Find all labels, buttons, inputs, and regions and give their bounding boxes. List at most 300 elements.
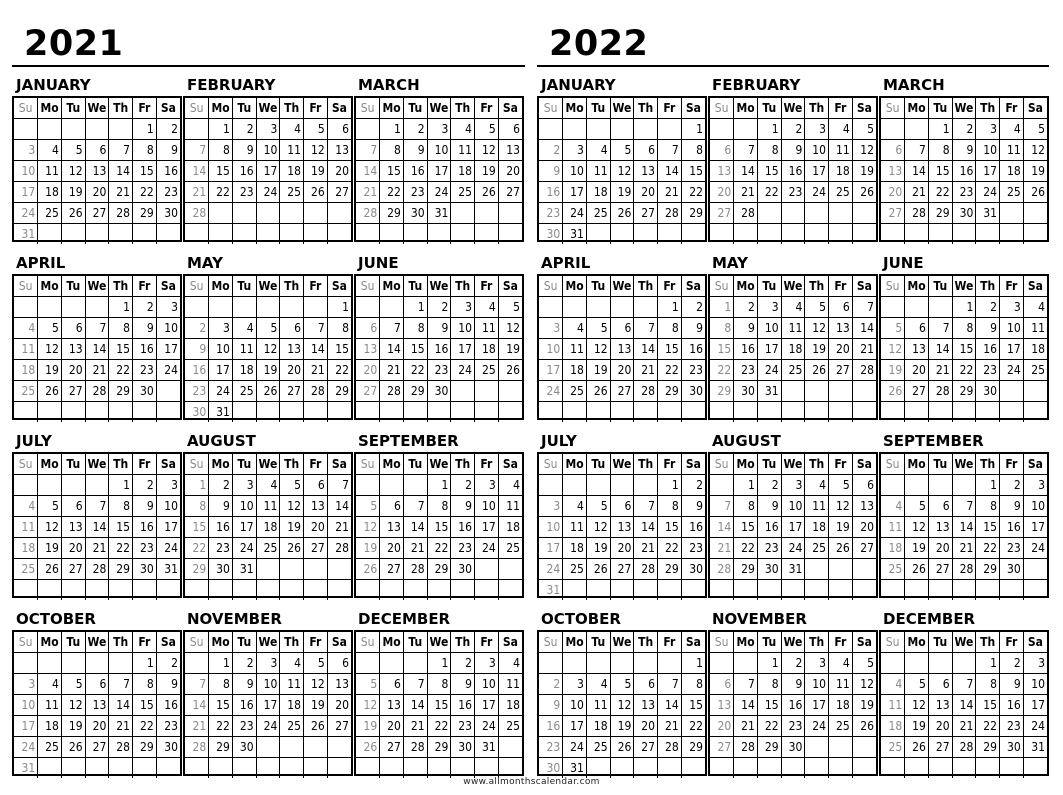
day-cell [280,758,304,779]
day-cell: 13 [710,695,734,716]
day-cell: 4 [586,674,610,695]
day-cell: 20 [881,182,905,203]
day-cell: 13 [380,695,404,716]
day-cell: 13 [327,674,351,695]
weekday-label: Tu [928,454,952,475]
day-cell: 29 [109,559,133,580]
day-cell [928,653,952,674]
day-cell [380,297,404,318]
day-cell: 24 [976,182,1000,203]
day-cell [1000,402,1024,423]
day-cell: 16 [1000,695,1024,716]
day-cell [256,402,280,423]
day-cell: 16 [952,161,976,182]
day-cell: 6 [327,119,351,140]
weekday-label: We [427,276,451,297]
day-cell [805,402,829,423]
day-cell: 13 [85,161,109,182]
day-cell: 20 [85,716,109,737]
weekday-label: Sa [1023,454,1047,475]
weekday-label: Tu [403,454,427,475]
day-cell: 2 [539,674,563,695]
day-cell: 11 [14,339,38,360]
day-cell: 14 [952,695,976,716]
month-grid [12,630,182,776]
day-cell: 4 [805,475,829,496]
weekday-label: Mo [905,98,929,119]
weekday-label: Tu [403,98,427,119]
day-cell: 11 [451,140,475,161]
day-cell: 27 [852,538,876,559]
month-grid [879,96,1049,242]
day-cell: 20 [498,161,522,182]
day-cell: 22 [133,182,157,203]
week-row [185,297,351,318]
day-cell: 28 [634,559,658,580]
day-cell [829,580,853,601]
day-cell: 21 [380,360,404,381]
week-row [539,496,705,517]
day-cell [658,119,682,140]
day-cell [356,653,380,674]
day-cell: 24 [1023,716,1047,737]
day-cell [475,559,499,580]
day-cell: 11 [14,517,38,538]
day-cell: 18 [563,360,587,381]
day-cell: 17 [757,339,781,360]
day-cell: 10 [256,140,280,161]
day-cell: 2 [185,318,209,339]
week-row [881,695,1047,716]
day-cell: 1 [976,653,1000,674]
weekday-label: Su [881,454,905,475]
day-cell: 31 [539,580,563,601]
day-cell [403,402,427,423]
day-cell: 19 [356,716,380,737]
day-cell: 11 [805,496,829,517]
day-cell: 28 [403,737,427,758]
day-cell [109,119,133,140]
day-cell [563,119,587,140]
day-cell [403,580,427,601]
weekday-label: Fr [133,454,157,475]
day-cell: 22 [109,360,133,381]
day-cell: 20 [61,538,85,559]
weekday-label: We [952,98,976,119]
day-cell: 30 [209,559,233,580]
weekday-label: Th [805,454,829,475]
week-row [185,538,351,559]
day-cell: 12 [304,140,328,161]
day-cell [1000,580,1024,601]
weekday-label: Fr [475,454,499,475]
day-cell: 28 [952,737,976,758]
weekday-label: Mo [38,98,62,119]
day-cell: 16 [232,161,256,182]
weekday-label: Sa [681,632,705,653]
day-cell [14,475,38,496]
day-cell: 31 [209,402,233,423]
day-cell [710,119,734,140]
weekday-header-row [539,632,705,653]
day-cell [451,381,475,402]
weekday-label: Su [185,632,209,653]
day-cell: 17 [539,538,563,559]
day-cell: 20 [610,360,634,381]
day-cell [232,758,256,779]
day-cell: 5 [61,140,85,161]
day-cell [658,580,682,601]
day-cell: 8 [209,674,233,695]
day-cell [85,297,109,318]
month-grid [879,630,1049,776]
day-cell: 11 [280,140,304,161]
week-row [185,496,351,517]
day-cell [498,224,522,245]
day-cell [327,580,351,601]
day-cell: 4 [280,653,304,674]
day-cell [498,758,522,779]
day-cell: 8 [734,496,758,517]
month-name: MAY [712,254,748,272]
week-row [356,559,522,580]
day-cell [380,580,404,601]
day-cell: 19 [610,716,634,737]
day-cell [209,758,233,779]
week-row [14,517,180,538]
day-cell: 14 [928,339,952,360]
day-cell: 24 [232,538,256,559]
day-cell: 28 [109,737,133,758]
day-cell: 14 [185,161,209,182]
day-cell: 28 [185,203,209,224]
month-grid [183,630,353,776]
day-cell: 1 [109,297,133,318]
day-cell: 7 [403,674,427,695]
month-block [879,70,1049,242]
day-cell: 19 [61,716,85,737]
weekday-label: Mo [734,454,758,475]
weekday-label: Mo [380,454,404,475]
day-cell [710,758,734,779]
day-cell: 8 [403,318,427,339]
day-cell [156,758,180,779]
day-cell: 12 [829,496,853,517]
day-cell: 7 [85,318,109,339]
day-cell [109,653,133,674]
weekday-label: Tu [757,632,781,653]
day-cell [586,297,610,318]
day-cell: 25 [586,203,610,224]
day-cell: 14 [85,517,109,538]
day-cell: 9 [185,339,209,360]
week-row [881,674,1047,695]
day-cell [475,758,499,779]
day-cell: 14 [952,517,976,538]
week-row [710,161,876,182]
day-cell [805,559,829,580]
weekday-label: Su [710,632,734,653]
week-row [539,360,705,381]
day-cell [61,653,85,674]
day-cell [881,758,905,779]
day-cell: 19 [61,182,85,203]
day-cell: 12 [586,517,610,538]
week-row [14,559,180,580]
month-grid [183,452,353,598]
weekday-header-row [14,98,180,119]
day-cell [451,580,475,601]
week-row [710,517,876,538]
week-row [539,475,705,496]
day-cell: 2 [681,475,705,496]
day-cell: 15 [681,695,705,716]
day-cell: 11 [498,674,522,695]
day-cell: 31 [14,758,38,779]
month-name: SEPTEMBER [358,432,459,450]
day-cell: 14 [634,339,658,360]
day-cell: 7 [109,140,133,161]
day-cell: 2 [1000,475,1024,496]
day-cell [881,119,905,140]
day-cell: 5 [475,119,499,140]
month-name: DECEMBER [883,610,976,628]
day-cell: 14 [356,161,380,182]
day-cell: 21 [356,182,380,203]
day-cell [38,758,62,779]
weekday-label: Tu [586,276,610,297]
day-cell [634,224,658,245]
day-cell: 1 [658,475,682,496]
day-cell: 30 [133,559,157,580]
day-cell: 13 [829,318,853,339]
day-cell: 18 [38,716,62,737]
day-cell: 6 [610,496,634,517]
weekday-label: Tu [586,454,610,475]
day-cell: 21 [185,182,209,203]
week-row [14,161,180,182]
day-cell [610,758,634,779]
day-cell [256,737,280,758]
weekday-label: Mo [380,276,404,297]
week-row [356,758,522,779]
week-row [881,297,1047,318]
day-cell [256,297,280,318]
day-cell: 12 [498,318,522,339]
week-row [356,182,522,203]
weekday-label: Tu [928,98,952,119]
day-cell: 7 [356,140,380,161]
day-cell: 8 [681,140,705,161]
day-cell: 14 [380,339,404,360]
day-cell: 16 [681,339,705,360]
day-cell: 19 [881,360,905,381]
weekday-label: Fr [658,632,682,653]
day-cell: 17 [805,161,829,182]
day-cell: 20 [85,182,109,203]
day-cell: 7 [905,140,929,161]
day-cell: 30 [156,737,180,758]
day-cell: 24 [781,538,805,559]
month-block [354,70,524,242]
month-grid [708,274,878,420]
month-name: AUGUST [187,432,256,450]
day-cell: 26 [475,182,499,203]
day-cell: 4 [498,475,522,496]
weekday-label: Tu [928,276,952,297]
day-cell: 27 [280,381,304,402]
day-cell: 10 [232,496,256,517]
day-cell: 30 [976,381,1000,402]
week-row [14,140,180,161]
weekday-header-row [356,98,522,119]
day-cell [1000,203,1024,224]
day-cell: 27 [928,737,952,758]
week-row [14,402,180,423]
day-cell [563,297,587,318]
day-cell: 16 [209,517,233,538]
day-cell [304,559,328,580]
day-cell: 1 [952,297,976,318]
day-cell: 1 [710,297,734,318]
weekday-label: Th [634,276,658,297]
day-cell [563,475,587,496]
day-cell: 20 [905,360,929,381]
day-cell: 24 [427,182,451,203]
weekday-label: Th [109,98,133,119]
day-cell: 12 [38,517,62,538]
day-cell [952,475,976,496]
day-cell [380,653,404,674]
week-row [710,318,876,339]
day-cell: 13 [356,339,380,360]
day-cell: 27 [327,716,351,737]
day-cell: 10 [781,496,805,517]
day-cell [757,580,781,601]
day-cell [852,224,876,245]
month-block [354,248,524,420]
weekday-label: Fr [829,454,853,475]
day-cell: 6 [634,140,658,161]
day-cell [327,203,351,224]
day-cell: 26 [805,360,829,381]
day-cell [952,653,976,674]
day-cell: 24 [256,716,280,737]
day-cell: 26 [38,381,62,402]
day-cell: 11 [563,517,587,538]
week-row [14,580,180,601]
day-cell: 27 [881,203,905,224]
day-cell: 2 [427,297,451,318]
day-cell: 29 [403,381,427,402]
day-cell: 5 [610,140,634,161]
day-cell: 23 [133,538,157,559]
day-cell [185,758,209,779]
day-cell: 21 [109,182,133,203]
day-cell [280,737,304,758]
day-cell: 13 [905,339,929,360]
week-row [356,517,522,538]
day-cell: 29 [658,559,682,580]
year-title-0: 2021 [24,24,124,64]
day-cell [881,297,905,318]
weekday-label: We [781,98,805,119]
week-row [539,695,705,716]
day-cell [952,402,976,423]
month-grid [354,96,524,242]
day-cell [539,119,563,140]
weekday-label: Su [539,276,563,297]
day-cell [61,119,85,140]
day-cell: 3 [209,318,233,339]
weekday-label: Th [976,454,1000,475]
weekday-label: Mo [734,632,758,653]
day-cell: 27 [634,203,658,224]
day-cell: 30 [451,737,475,758]
week-row [185,119,351,140]
weekday-label: Fr [475,98,499,119]
weekday-label: Tu [232,454,256,475]
day-cell [976,758,1000,779]
day-cell: 6 [905,318,929,339]
day-cell: 16 [185,360,209,381]
day-cell: 5 [610,674,634,695]
weekday-label: Mo [563,454,587,475]
day-cell: 2 [781,119,805,140]
day-cell: 7 [185,674,209,695]
day-cell [829,559,853,580]
day-cell [829,402,853,423]
weekday-label: Th [451,454,475,475]
day-cell: 7 [634,318,658,339]
month-name: SEPTEMBER [883,432,984,450]
day-cell: 21 [905,182,929,203]
day-cell [14,297,38,318]
day-cell: 19 [475,161,499,182]
day-cell [14,402,38,423]
day-cell: 23 [427,360,451,381]
day-cell: 30 [781,737,805,758]
week-row [185,475,351,496]
day-cell [1000,758,1024,779]
day-cell [280,559,304,580]
week-row [539,653,705,674]
month-block [12,248,182,420]
day-cell [451,758,475,779]
day-cell [327,559,351,580]
day-cell [586,758,610,779]
day-cell: 19 [356,538,380,559]
weekday-label: We [610,454,634,475]
day-cell: 30 [734,381,758,402]
weekday-label: We [781,632,805,653]
week-row [710,674,876,695]
day-cell [852,580,876,601]
day-cell: 29 [209,737,233,758]
day-cell [658,224,682,245]
day-cell: 25 [586,737,610,758]
day-cell [1023,203,1047,224]
day-cell: 21 [185,716,209,737]
weekday-label: We [85,632,109,653]
weekday-label: We [85,276,109,297]
day-cell: 9 [156,140,180,161]
weekday-label: Tu [757,98,781,119]
day-cell [427,580,451,601]
day-cell: 28 [658,737,682,758]
day-cell: 16 [133,339,157,360]
day-cell [829,203,853,224]
